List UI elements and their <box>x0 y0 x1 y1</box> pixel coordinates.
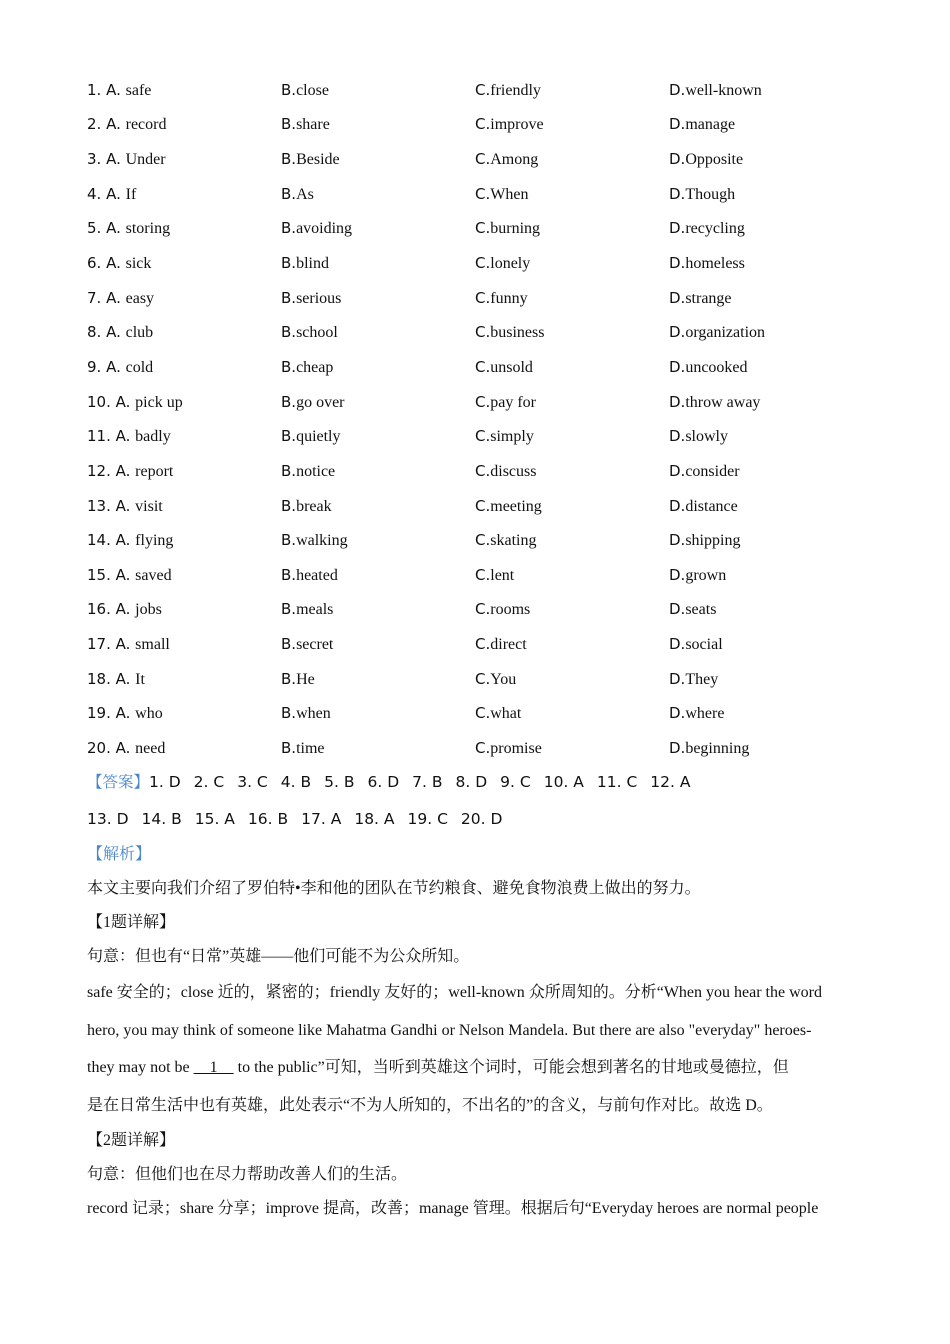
option-b: B.break <box>281 496 332 515</box>
option-b: B.secret <box>281 635 334 654</box>
option-c: C.funny <box>475 288 528 307</box>
option-b: B.when <box>281 704 331 723</box>
answer-item: 17. A <box>301 810 342 828</box>
analysis-section <box>87 838 877 1226</box>
option-d: D.Though <box>669 184 736 203</box>
option-d: D.homeless <box>669 254 745 273</box>
option-d: D.grown <box>669 565 727 584</box>
q1-meaning: 句意：但也有“日常”英雄——他们可能不为公众所知。 <box>87 948 470 965</box>
option-c: C.You <box>475 669 517 688</box>
answer-item: 4. B <box>280 773 312 791</box>
option-a: 9. A. cold <box>87 357 154 376</box>
option-b: B.serious <box>281 288 342 307</box>
option-c: C.simply <box>475 427 534 446</box>
answer-heading: 【答案】 <box>87 773 150 791</box>
question-row <box>87 73 877 108</box>
option-d: D.slowly <box>669 427 728 446</box>
answer-item: 3. C <box>237 773 268 791</box>
option-b: B.heated <box>281 565 338 584</box>
question-options-list <box>87 73 877 766</box>
question-row <box>87 350 877 385</box>
question-row <box>87 142 877 177</box>
option-c: C.business <box>475 323 545 342</box>
option-a: 8. A. club <box>87 323 154 342</box>
answer-item: 10. A <box>543 773 584 791</box>
option-d: D.organization <box>669 323 766 342</box>
answer-item: 14. B <box>141 810 182 828</box>
option-d: D.social <box>669 635 723 654</box>
option-a: 3. A. Under <box>87 150 166 169</box>
option-c: C.promise <box>475 738 542 757</box>
question-row <box>87 454 877 489</box>
q1-explanation-line-3: they may not be 1 to the public”可知，当听到英雄这个词时，可能会想到著名的甘地或曼德拉，但 <box>87 1059 789 1076</box>
question-row <box>87 489 877 524</box>
option-c: C.improve <box>475 115 544 134</box>
option-a: 2. A. record <box>87 115 167 134</box>
question-row <box>87 523 877 558</box>
option-a: 15. A. saved <box>87 565 172 584</box>
question-row <box>87 385 877 420</box>
option-a: 11. A. badly <box>87 427 171 446</box>
option-a: 4. A. If <box>87 184 137 203</box>
option-d: D.manage <box>669 115 736 134</box>
option-b: B.share <box>281 115 330 134</box>
option-c: C.lent <box>475 565 515 584</box>
question-row <box>87 662 877 697</box>
option-a: 17. A. small <box>87 635 170 654</box>
option-d: D.seats <box>669 600 717 619</box>
option-b: B.He <box>281 669 315 688</box>
question-row <box>87 177 877 212</box>
option-a: 7. A. easy <box>87 288 155 307</box>
option-b: B.time <box>281 738 325 757</box>
blank-1: 1 <box>193 1059 234 1076</box>
option-d: D.well-known <box>669 80 762 99</box>
option-d: D.distance <box>669 496 738 515</box>
question-row <box>87 281 877 316</box>
option-d: D.consider <box>669 461 740 480</box>
option-a: 10. A. pick up <box>87 392 183 411</box>
question-row <box>87 212 877 247</box>
option-a: 5. A. storing <box>87 219 171 238</box>
question-row <box>87 731 877 766</box>
option-d: D.They <box>669 669 719 688</box>
option-d: D.recycling <box>669 219 745 238</box>
option-b: B.avoiding <box>281 219 353 238</box>
answer-section <box>87 764 877 838</box>
option-c: C.friendly <box>475 80 541 99</box>
q2-explanation-line-1: record 记录；share 分享；improve 提高，改善；manage 管理。根据后句“Everyday heroes are normal people <box>87 1200 819 1217</box>
option-b: B.meals <box>281 600 334 619</box>
option-b: B.quietly <box>281 427 341 446</box>
option-d: D.uncooked <box>669 357 748 376</box>
option-d: D.where <box>669 704 725 723</box>
q1-heading: 【1题详解】 <box>87 914 176 931</box>
option-c: C.skating <box>475 531 537 550</box>
answer-item: 20. D <box>460 810 503 828</box>
analysis-summary: 本文主要向我们介绍了罗伯特•李和他的团队在节约粮食、避免食物浪费上做出的努力。 <box>87 880 701 897</box>
answer-item: 7. B <box>412 773 443 791</box>
option-b: B.close <box>281 80 329 99</box>
option-c: C.When <box>475 184 529 203</box>
answer-item: 13. D <box>87 810 129 828</box>
option-a: 6. A. sick <box>87 254 152 273</box>
option-c: C.direct <box>475 635 527 654</box>
answer-line-1 <box>87 764 877 801</box>
analysis-heading: 【解析】 <box>87 846 152 863</box>
option-c: C.rooms <box>475 600 531 619</box>
option-a: 1. A. safe <box>87 80 152 99</box>
answer-line-2 <box>87 801 877 838</box>
option-d: D.shipping <box>669 531 741 550</box>
question-row <box>87 246 877 281</box>
option-a: 14. A. flying <box>87 531 174 550</box>
option-c: C.discuss <box>475 461 537 480</box>
answer-item: 12. A <box>650 773 691 791</box>
answer-item: 1. D <box>149 773 181 791</box>
option-b: B.walking <box>281 531 348 550</box>
question-row <box>87 627 877 662</box>
option-d: D.Opposite <box>669 150 744 169</box>
answer-item: 2. C <box>193 773 225 791</box>
answer-item: 11. C <box>596 773 638 791</box>
option-c: C.pay for <box>475 392 537 411</box>
question-row <box>87 419 877 454</box>
option-c: C.what <box>475 704 522 723</box>
answer-item: 8. D <box>455 773 488 791</box>
question-row <box>87 315 877 350</box>
option-c: C.meeting <box>475 496 542 515</box>
answer-item: 6. D <box>367 773 400 791</box>
answer-item: 19. C <box>407 810 448 828</box>
q1-explanation-line-2: hero, you may think of someone like Mahatma Gandhi or Nelson Mandela. But there are also "everyday" heroes- <box>87 1021 812 1039</box>
option-c: C.burning <box>475 219 541 238</box>
question-row <box>87 697 877 732</box>
q1-explanation-line-1: safe 安全的；close 近的，紧密的；friendly 友好的；well-known 众所周知的。分析“When you hear the word <box>87 984 822 1001</box>
option-a: 20. A. need <box>87 738 166 757</box>
option-d: D.strange <box>669 288 732 307</box>
q1-explanation-line-4: 是在日常生活中也有英雄，此处表示“不为人所知的，不出名的”的含义，与前句作对比。故选 D。 <box>87 1096 773 1114</box>
option-a: 19. A. who <box>87 704 163 723</box>
question-row <box>87 593 877 628</box>
option-b: B.cheap <box>281 357 334 376</box>
q2-meaning: 句意：但他们也在尽力帮助改善人们的生活。 <box>87 1166 408 1183</box>
answer-item: 5. B <box>324 773 355 791</box>
answer-item: 18. A <box>354 810 395 828</box>
option-a: 12. A. report <box>87 461 174 480</box>
option-c: C.unsold <box>475 357 533 376</box>
answer-item: 15. A <box>194 810 235 828</box>
question-row <box>87 558 877 593</box>
q2-heading: 【2题详解】 <box>87 1132 176 1149</box>
answer-item: 16. B <box>247 810 289 828</box>
option-b: B.blind <box>281 254 329 273</box>
option-c: C.Among <box>475 150 539 169</box>
option-b: B.As <box>281 184 314 203</box>
option-a: 16. A. jobs <box>87 600 162 619</box>
option-a: 13. A. visit <box>87 496 163 515</box>
option-a: 18. A. It <box>87 669 145 688</box>
option-b: B.notice <box>281 461 336 480</box>
option-d: D.throw away <box>669 392 761 411</box>
option-b: B.Beside <box>281 150 340 169</box>
option-c: C.lonely <box>475 254 531 273</box>
answer-item: 9. C <box>500 773 531 791</box>
option-d: D.beginning <box>669 738 750 757</box>
option-b: B.go over <box>281 392 345 411</box>
option-b: B.school <box>281 323 338 342</box>
question-row <box>87 108 877 143</box>
